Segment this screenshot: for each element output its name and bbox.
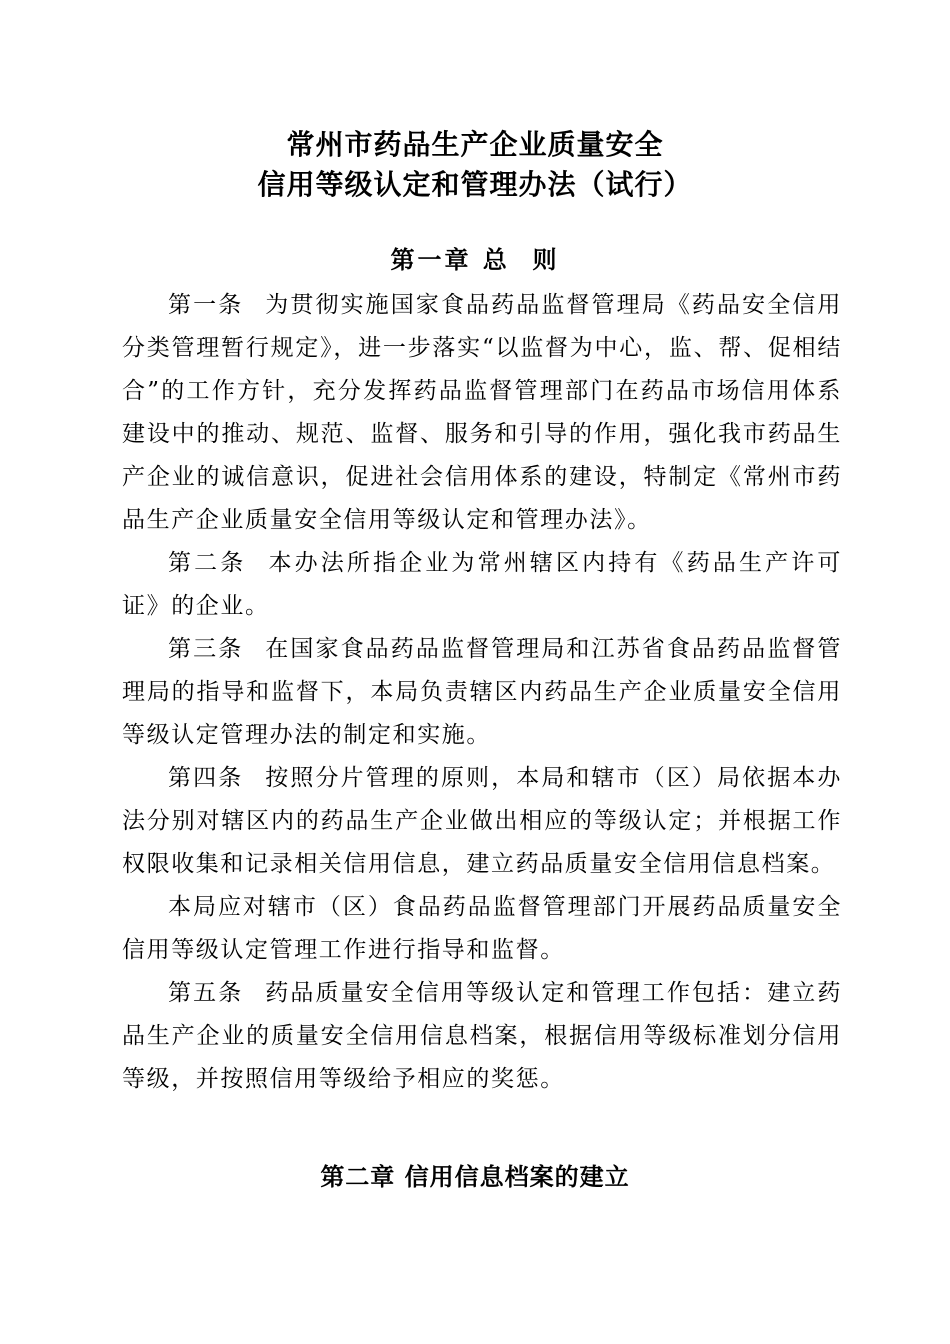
article-text: 本办法所指企业为常州辖区内持有《药品生产许可证》的企业。 (122, 550, 842, 619)
article-label: 第一条 (168, 292, 244, 318)
article-label: 第四条 (168, 765, 244, 791)
document-body (122, 284, 842, 1101)
chapter-heading-2: 第二章 信用信息档案的建立 (320, 1163, 630, 1191)
article-label: 第三条 (168, 636, 244, 662)
article-label: 第二条 (168, 550, 247, 576)
document-title-line2: 信用等级认定和管理办法（试行） (257, 168, 693, 201)
article-text: 药品质量安全信用等级认定和管理工作包括：建立药品生产企业的质量安全信用信息档案，根据信用等级标准划分信用等级，并按照信用等级给予相应的奖惩。 (122, 980, 842, 1092)
article-1 (122, 284, 842, 542)
article-text: 为贯彻实施国家食品药品监督管理局《药品安全信用分类管理暂行规定》，进一步落实“以监督为中心，监、帮、促相结合”的工作方针，充分发挥药品监督管理部门在药品市场信用体系建设中的推动、规范、监督、服务和引导的作用，强化我市药品生产企业的诚信意识，促进社会信用体系的建设，特制定《常州市药品生产企业质量安全信用等级认定和管理办法》。 (122, 292, 842, 533)
document-title-line1: 常州市药品生产企业质量安全 (286, 128, 664, 161)
article-4 (122, 757, 842, 886)
article-2 (122, 542, 842, 628)
article-3 (122, 628, 842, 757)
chapter-heading-1: 第一章 总 则 (390, 246, 560, 274)
article-label: 第五条 (168, 980, 244, 1006)
article-5 (122, 972, 842, 1101)
article-text: 本局应对辖市（区）食品药品监督管理部门开展药品质量安全信用等级认定管理工作进行指导和监督。 (122, 894, 842, 963)
article-text: 在国家食品药品监督管理局和江苏省食品药品监督管理局的指导和监督下，本局负责辖区内药品生产企业质量安全信用等级认定管理办法的制定和实施。 (122, 636, 842, 748)
article-text: 按照分片管理的原则，本局和辖市（区）局依据本办法分别对辖区内的药品生产企业做出相应的等级认定；并根据工作权限收集和记录相关信用信息，建立药品质量安全信用信息档案。 (122, 765, 842, 877)
article-4-continued (122, 886, 842, 972)
